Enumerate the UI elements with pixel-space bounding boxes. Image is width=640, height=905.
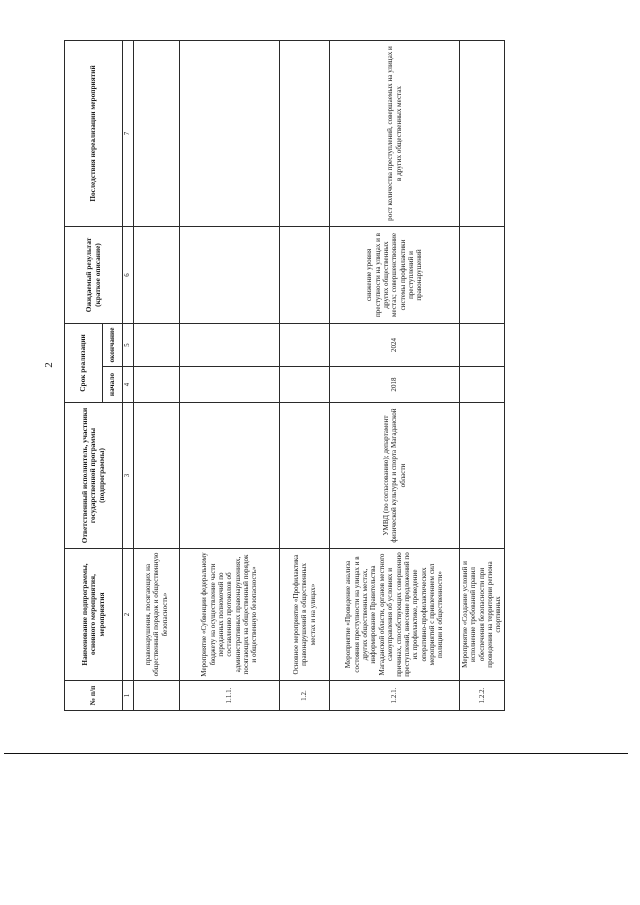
header-name: Наименование подпрограммы, основного мероприятия, мероприятия: [65, 549, 123, 681]
rotated-page-content: [64, 41, 502, 711]
row-name: Основное мероприятие «Профилактика правонарушений в общественных местах и на улицах»: [280, 549, 330, 681]
row-consequences: [280, 40, 330, 226]
row-executor: [134, 403, 180, 549]
measures-table: [64, 40, 505, 711]
row-start: [460, 367, 505, 403]
table-row: [180, 40, 280, 710]
row-executor: УМВД (по согласованию); департамент физической культуры и спорта Магаданской области: [330, 403, 460, 549]
row-consequences: [460, 40, 505, 226]
row-start: [180, 367, 280, 403]
scan-page-divider: [4, 753, 628, 754]
row-executor: [460, 403, 505, 549]
row-name: Мероприятие «Субвенции федеральному бюджету на осуществление части переданных полномочий по составлению протоколов об административных правонарушениях, посягающих на общественный порядок и общественную безопасность»: [180, 549, 280, 681]
row-end: [180, 323, 280, 366]
row-consequences: рост количества преступлений, совершаемых на улицах и в других общественных местах: [330, 40, 460, 226]
row-num: [134, 681, 180, 711]
row-result: [180, 226, 280, 323]
header-end: окончание: [103, 323, 123, 366]
row-end: [460, 323, 505, 366]
row-consequences: [180, 40, 280, 226]
row-num: 1.1.1.: [180, 681, 280, 711]
column-number-row: [123, 40, 134, 710]
column-number: 1: [123, 681, 134, 711]
header-row: [65, 40, 103, 710]
row-num: 1.2.1.: [330, 681, 460, 711]
column-number: 6: [123, 226, 134, 323]
row-executor: [280, 403, 330, 549]
row-result: снижение уровня преступности на улицах и в других общественных местах; совершенствование системы профилактики преступлений и правонарушений: [330, 226, 460, 323]
row-num: 1.2.2.: [460, 681, 505, 711]
column-number: 5: [123, 323, 134, 366]
table-row: [280, 40, 330, 710]
page-number: 2: [43, 362, 55, 368]
header-result: Ожидаемый результат (краткое описание): [65, 226, 123, 323]
header-term: Срок реализации: [65, 323, 103, 402]
table-row: [460, 40, 505, 710]
row-start: 2018: [330, 367, 460, 403]
column-number: 7: [123, 40, 134, 226]
row-name: Мероприятие «Создание условий и исполнение требований правил обеспечения безопасности при проведении на территории региона спортивных: [460, 549, 505, 681]
row-name: правонарушения, посягающих на общественный порядок и общественную безопасность»: [134, 549, 180, 681]
table-row: [330, 40, 460, 710]
row-name: Мероприятие «Проведение анализа состояния преступности на улицах и в других общественных местах, информирование Правительства Магаданской области, органов местного самоуправления об условиях и причинах, способствующих совершению преступлений, внесение предложений по их профилактике, проведение оперативно-профилактических мероприятий с привлечением сил полиции и общественности»: [330, 549, 460, 681]
row-executor: [180, 403, 280, 549]
header-num: № п/п: [65, 681, 123, 711]
header-consequences: Последствия нереализации мероприятий: [65, 40, 123, 226]
header-executor: Ответственный исполнитель, участники государственной программы (подпрограммы): [65, 403, 123, 549]
row-num: 1.2.: [280, 681, 330, 711]
column-number: 4: [123, 367, 134, 403]
row-result: [460, 226, 505, 323]
row-end: [280, 323, 330, 366]
row-start: [134, 367, 180, 403]
row-result: [134, 226, 180, 323]
row-end: [134, 323, 180, 366]
column-number: 2: [123, 549, 134, 681]
row-consequences: [134, 40, 180, 226]
row-end: 2024: [330, 323, 460, 366]
table-row: [134, 40, 180, 710]
column-number: 3: [123, 403, 134, 549]
row-start: [280, 367, 330, 403]
row-result: [280, 226, 330, 323]
header-start: начало: [103, 367, 123, 403]
